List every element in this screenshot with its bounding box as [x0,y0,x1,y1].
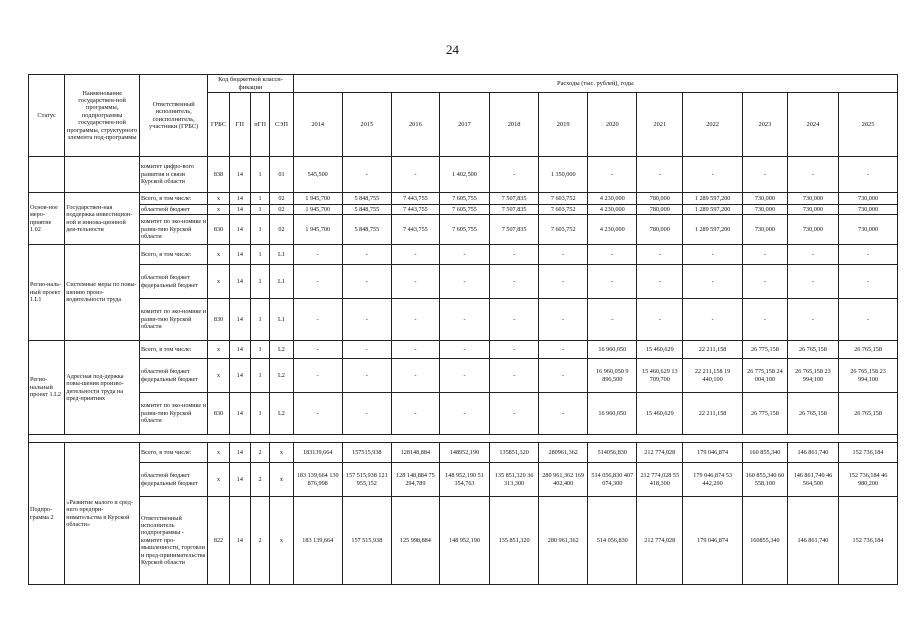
code-cell: 14 [229,497,250,585]
row-responsible: областной бюджет федеральный бюджет [140,265,208,299]
value-cell-2014: - [293,393,342,435]
code-cell: 2 [251,497,270,585]
value-cell-2017: 1 402,500 [439,157,489,193]
value-cell-2015: 157 515,938 121 955,152 [342,463,391,497]
value-cell-2019: 280 961,362 [539,497,588,585]
value-cell-2016: 7 443,755 [391,205,439,215]
value-cell-2017: 148 952,190 51 354,763 [439,463,489,497]
value-cell-2022: - [683,157,743,193]
row-responsible: Всего, в том числе: [140,245,208,265]
table-row [29,497,898,585]
value-cell-2020: - [588,157,637,193]
code-cell: 02 [270,215,293,245]
value-cell-2020: 514 056,830 [588,497,637,585]
value-cell-2017: - [439,393,489,435]
value-cell-2015: - [342,341,391,359]
value-cell-2024: 730,000 [787,205,838,215]
value-cell-2022: - [683,245,743,265]
code-cell: 2 [251,443,270,463]
value-cell-2024: 26 765,158 23 994,100 [787,359,838,393]
value-cell-2016: - [391,359,439,393]
value-cell-2017: 7 605,755 [439,215,489,245]
code-cell: 01 [270,157,293,193]
value-cell-2018: - [490,359,539,393]
value-cell-2024: 146 861,740 [787,497,838,585]
value-cell-2020: 4 230,000 [588,215,637,245]
value-cell-2022: 179 046,874 [683,497,743,585]
header-year-2014: 2014 [293,93,342,157]
header-year-2023: 2023 [742,93,787,157]
value-cell-2025: 730,000 [839,205,898,215]
code-cell: 14 [229,265,250,299]
value-cell-2025: 730,000 [839,193,898,205]
value-cell-2021: - [637,265,683,299]
separator-row [29,435,898,443]
code-cell: 14 [229,443,250,463]
value-cell-2019: - [539,359,588,393]
value-cell-2021: 212 774,028 [637,443,683,463]
value-cell-2022: - [683,299,743,341]
value-cell-2019: 280961,362 [539,443,588,463]
table-row [29,193,898,205]
value-cell-2016: 128148,884 [391,443,439,463]
code-cell: х [208,341,229,359]
value-cell-2019: - [539,393,588,435]
value-cell-2018: - [490,265,539,299]
code-cell: 14 [229,205,250,215]
value-cell-2018: - [490,157,539,193]
row-name: Адресная под-держка повы-шения произво-дительности труда на пред-приятиях [65,341,140,435]
value-cell-2021: - [637,245,683,265]
value-cell-2018: - [490,299,539,341]
code-cell: 830 [208,393,229,435]
value-cell-2020: - [588,265,637,299]
value-cell-2017: 7 605,755 [439,205,489,215]
value-cell-2022: 179 046,874 53 442,200 [683,463,743,497]
header-budget-code: Код бюджетной класси-фикации [208,75,293,93]
value-cell-2025: 26 765,158 [839,341,898,359]
code-cell: 1 [251,157,270,193]
value-cell-2015: - [342,299,391,341]
header-code-1: ГП [229,93,250,157]
row-responsible: Всего, в том числе: [140,443,208,463]
value-cell-2014: 183 139,664 130 876,998 [293,463,342,497]
value-cell-2024: 26 765,158 [787,341,838,359]
value-cell-2015: - [342,245,391,265]
value-cell-2018: - [490,393,539,435]
code-cell: 1 [251,245,270,265]
value-cell-2016: - [391,299,439,341]
value-cell-2019: - [539,265,588,299]
value-cell-2014: 1 945,700 [293,193,342,205]
code-cell: х [208,443,229,463]
code-cell: 1 [251,193,270,205]
code-cell: 02 [270,205,293,215]
value-cell-2024: - [787,245,838,265]
value-cell-2018: 135 851,320 36 313,300 [490,463,539,497]
value-cell-2025: 152 736,184 [839,497,898,585]
value-cell-2022: 22 211,158 19 440,100 [683,359,743,393]
value-cell-2022: 22 211,158 [683,341,743,359]
code-cell: 14 [229,299,250,341]
table-row [29,463,898,497]
value-cell-2023: - [742,245,787,265]
value-cell-2016: 128 148,884 75 294,789 [391,463,439,497]
code-cell: L2 [270,359,293,393]
budget-table [28,74,898,585]
value-cell-2022: 22 211,158 [683,393,743,435]
value-cell-2014: - [293,341,342,359]
value-cell-2017: - [439,341,489,359]
value-cell-2025: - [839,157,898,193]
code-cell: 14 [229,393,250,435]
row-responsible: Всего, в том числе: [140,341,208,359]
header-code-0: ГРБС [208,93,229,157]
value-cell-2021: 780,000 [637,193,683,205]
code-cell: х [208,245,229,265]
value-cell-2022: 1 289 597,200 [683,205,743,215]
header-status: Статус [29,75,65,157]
row-responsible: Всего, в том числе: [140,193,208,205]
value-cell-2018: 7 507,835 [490,205,539,215]
value-cell-2019: 7 603,752 [539,215,588,245]
value-cell-2019: - [539,299,588,341]
header-responsible: Ответственный исполнитель, соисполнитель, участники (ГРБС) [140,75,208,157]
code-cell: 1 [251,215,270,245]
value-cell-2021: 15 460,629 [637,341,683,359]
value-cell-2014: - [293,359,342,393]
value-cell-2014: - [293,245,342,265]
row-name: «Развитие малого и сред-него предпри-нимательства в Курской области» [65,443,140,585]
value-cell-2020: - [588,245,637,265]
code-cell: 1 [251,359,270,393]
value-cell-2019: 7 603,752 [539,193,588,205]
value-cell-2022: - [683,265,743,299]
code-cell: х [208,265,229,299]
code-cell: х [208,359,229,393]
row-responsible: областной бюджет федеральный бюджет [140,359,208,393]
code-cell: 14 [229,157,250,193]
value-cell-2014: - [293,299,342,341]
value-cell-2023: - [742,265,787,299]
value-cell-2021: 212 774,028 [637,497,683,585]
header-year-2020: 2020 [588,93,637,157]
header-year-2021: 2021 [637,93,683,157]
value-cell-2015: 5 848,755 [342,205,391,215]
row-status: Подпро-грамма 2 [29,443,65,585]
value-cell-2020: - [588,299,637,341]
header-year-2024: 2024 [787,93,838,157]
value-cell-2016: - [391,341,439,359]
value-cell-2024: 730,000 [787,215,838,245]
value-cell-2015: 5 848,755 [342,215,391,245]
row-status [29,157,65,193]
value-cell-2023: 730,000 [742,215,787,245]
value-cell-2017: - [439,359,489,393]
value-cell-2015: 157 515,938 [342,497,391,585]
value-cell-2022: 1 289 597,200 [683,193,743,205]
value-cell-2019: 280 961,362 169 402,400 [539,463,588,497]
code-cell: 14 [229,215,250,245]
value-cell-2016: - [391,265,439,299]
value-cell-2025: 26 765,158 23 994,100 [839,359,898,393]
code-cell: L1 [270,265,293,299]
value-cell-2015: - [342,359,391,393]
value-cell-2016: - [391,157,439,193]
code-cell: 1 [251,393,270,435]
value-cell-2015: 157515,938 [342,443,391,463]
table-row [29,205,898,215]
value-cell-2018: 135 851,320 [490,497,539,585]
code-cell: х [208,463,229,497]
value-cell-2017: - [439,265,489,299]
value-cell-2022: 1 289 597,200 [683,215,743,245]
value-cell-2016: 125 998,884 [391,497,439,585]
value-cell-2024: 26 765,158 [787,393,838,435]
row-status: Основ-ное меро-приятие 1.02 [29,193,65,245]
value-cell-2017: 148952,190 [439,443,489,463]
value-cell-2020: 514 056,830 407 074,300 [588,463,637,497]
value-cell-2020: 514056,830 [588,443,637,463]
value-cell-2018: - [490,245,539,265]
table-row [29,443,898,463]
value-cell-2024: 146 861,740 [787,443,838,463]
value-cell-2023: 26 775,158 [742,341,787,359]
row-name: Государствен-ная поддержка инвестицион-ной и иннова-ционной дея-тельности [65,193,140,245]
code-cell: L2 [270,393,293,435]
header-code-2: пГП [251,93,270,157]
code-cell: х [270,463,293,497]
value-cell-2021: - [637,299,683,341]
value-cell-2021: 15 460,629 13 709,700 [637,359,683,393]
header-code-3: СЭП [270,93,293,157]
value-cell-2017: 148 952,190 [439,497,489,585]
value-cell-2025: 730,000 [839,215,898,245]
value-cell-2021: 212 774,028 55 418,300 [637,463,683,497]
value-cell-2023: 26 775,158 24 004,100 [742,359,787,393]
value-cell-2021: 780,000 [637,205,683,215]
value-cell-2024: - [787,157,838,193]
code-cell: L1 [270,299,293,341]
row-responsible: комитет по эко-номике и разви-тию Курской области [140,299,208,341]
code-cell: L1 [270,245,293,265]
code-cell: L2 [270,341,293,359]
code-cell: 1 [251,299,270,341]
header-year-2016: 2016 [391,93,439,157]
value-cell-2025: - [839,245,898,265]
code-cell: 02 [270,193,293,205]
value-cell-2015: - [342,393,391,435]
value-cell-2024: 146 861,740 46 564,500 [787,463,838,497]
code-cell: х [270,497,293,585]
code-cell: 14 [229,341,250,359]
code-cell: 14 [229,463,250,497]
code-cell: 1 [251,341,270,359]
row-responsible: областной бюджет [140,205,208,215]
value-cell-2025: 26 765,158 [839,393,898,435]
table-row [29,245,898,265]
value-cell-2019: 7 603,752 [539,205,588,215]
value-cell-2019: - [539,245,588,265]
value-cell-2014: - [293,265,342,299]
page-number: 24 [446,42,459,57]
value-cell-2024: 730,000 [787,193,838,205]
value-cell-2014: 1 945,700 [293,205,342,215]
value-cell-2025: 152 736,184 [839,443,898,463]
header-year-2017: 2017 [439,93,489,157]
value-cell-2016: - [391,393,439,435]
value-cell-2017: 7 605,755 [439,193,489,205]
table-row [29,299,898,341]
code-cell: 14 [229,245,250,265]
value-cell-2023: 160855,340 [742,497,787,585]
value-cell-2023: 160 855,340 [742,443,787,463]
value-cell-2020: 4 230,000 [588,205,637,215]
value-cell-2019: - [539,341,588,359]
value-cell-2018: 7 507,835 [490,215,539,245]
value-cell-2023: 26 775,158 [742,393,787,435]
value-cell-2017: - [439,245,489,265]
value-cell-2016: 7 443,755 [391,193,439,205]
row-responsible: областной бюджет федеральный бюджет [140,463,208,497]
value-cell-2024: - [787,265,838,299]
code-cell: 14 [229,359,250,393]
code-cell: х [208,205,229,215]
value-cell-2016: - [391,245,439,265]
header-year-2025: 2025 [839,93,898,157]
value-cell-2018: 7 507,835 [490,193,539,205]
value-cell-2025: - [839,265,898,299]
value-cell-2021: - [637,157,683,193]
value-cell-2023: 730,000 [742,193,787,205]
code-cell: 1 [251,205,270,215]
value-cell-2014: 183 139,664 [293,497,342,585]
value-cell-2022: 179 046,874 [683,443,743,463]
value-cell-2025: - [839,299,898,341]
code-cell: 830 [208,215,229,245]
value-cell-2024: - [787,299,838,341]
row-responsible: Ответственный исполнитель подпрограммы - комитет про-мышленности, торговли и пред-принимательства Курской области [140,497,208,585]
row-status: Регио-нальный проект 1.L2 [29,341,65,435]
value-cell-2023: - [742,157,787,193]
code-cell: х [270,443,293,463]
header-name: Наименование государствен-ной программы, подпрограммы государствен-ной программы, структурного элемента под-программы [65,75,140,157]
table-row [29,157,898,193]
code-cell: 822 [208,497,229,585]
value-cell-2020: 16 960,050 9 896,500 [588,359,637,393]
row-responsible: комитет цифро-вого развития и связи Курской области [140,157,208,193]
value-cell-2015: - [342,157,391,193]
value-cell-2020: 16 960,050 [588,393,637,435]
value-cell-2015: - [342,265,391,299]
row-name [65,157,140,193]
value-cell-2014: 1 945,700 [293,215,342,245]
value-cell-2017: - [439,299,489,341]
value-cell-2016: 7 443,755 [391,215,439,245]
table-row [29,393,898,435]
value-cell-2023: - [742,299,787,341]
code-cell: 2 [251,463,270,497]
header-year-2019: 2019 [539,93,588,157]
value-cell-2021: 780,000 [637,215,683,245]
row-responsible: комитет по эко-номике и разви-тию Курской области [140,393,208,435]
row-name: Системные меры по повы-шению произ-водительности труда [65,245,140,341]
value-cell-2018: - [490,341,539,359]
table-row [29,341,898,359]
value-cell-2020: 4 230,000 [588,193,637,205]
code-cell: 830 [208,299,229,341]
code-cell: 1 [251,265,270,299]
table-row [29,215,898,245]
value-cell-2015: 5 848,755 [342,193,391,205]
header-expenses: Расходы (тыс. рублей), годы [293,75,897,93]
code-cell: 838 [208,157,229,193]
table-row [29,265,898,299]
row-status: Регио-наль-ный проект 1.L1 [29,245,65,341]
table-row [29,359,898,393]
value-cell-2018: 135851,320 [490,443,539,463]
value-cell-2025: 152 736,184 46 980,200 [839,463,898,497]
header-year-2015: 2015 [342,93,391,157]
value-cell-2019: 1 350,000 [539,157,588,193]
value-cell-2023: 160 855,340 60 558,100 [742,463,787,497]
value-cell-2023: 730,000 [742,205,787,215]
row-responsible: комитет по эко-номике и разви-тию Курской области [140,215,208,245]
value-cell-2014: 545,500 [293,157,342,193]
code-cell: 14 [229,193,250,205]
value-cell-2021: 15 460,629 [637,393,683,435]
header-year-2022: 2022 [683,93,743,157]
value-cell-2014: 183139,664 [293,443,342,463]
value-cell-2020: 16 960,050 [588,341,637,359]
header-year-2018: 2018 [490,93,539,157]
code-cell: х [208,193,229,205]
